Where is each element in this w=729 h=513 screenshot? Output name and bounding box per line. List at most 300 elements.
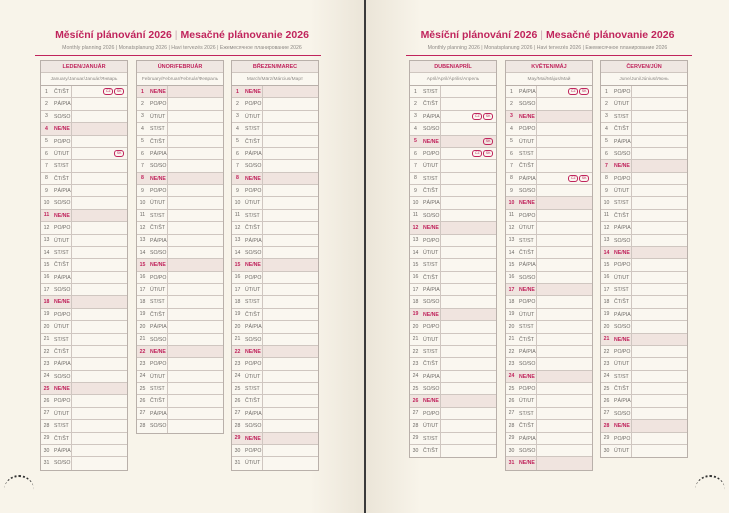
weekday: ÚT/UT [612, 98, 632, 109]
day-row[interactable] [41, 433, 127, 445]
day-number: 21 [508, 336, 515, 343]
day-row[interactable] [232, 296, 318, 308]
day-row[interactable] [232, 358, 318, 370]
day-number: 15 [412, 261, 419, 268]
day-row[interactable] [410, 222, 496, 234]
day-row[interactable] [506, 86, 592, 98]
day-row[interactable] [232, 247, 318, 259]
day-number: 10 [234, 200, 241, 207]
day-row[interactable] [232, 210, 318, 222]
day-row[interactable] [232, 420, 318, 432]
weekday: ÚT/UT [612, 272, 632, 283]
day-row[interactable] [506, 346, 592, 358]
day-row[interactable] [601, 358, 687, 370]
weekday: PO/PO [243, 445, 263, 456]
weekday: NE/NE [421, 222, 441, 233]
day-number: 25 [508, 385, 515, 392]
day-row[interactable] [410, 136, 496, 148]
month-translations: May/Mai/Május/Май [506, 73, 592, 86]
day-number: 13 [412, 237, 419, 244]
day-row[interactable] [410, 433, 496, 445]
weekday: ÚT/UT [52, 408, 72, 419]
day-number: 23 [43, 360, 50, 367]
weekday: ÚT/UT [421, 160, 441, 171]
day-row[interactable] [232, 433, 318, 445]
day-number: 5 [236, 138, 239, 145]
day-row[interactable] [506, 160, 592, 172]
holiday-badge-sk: SK [483, 150, 493, 157]
day-row[interactable] [232, 346, 318, 358]
day-row[interactable] [601, 173, 687, 185]
weekday: ČT/ŠT [243, 395, 263, 406]
day-row[interactable] [232, 235, 318, 247]
day-row[interactable] [41, 222, 127, 234]
day-row[interactable] [506, 185, 592, 197]
day-row[interactable] [41, 247, 127, 259]
title-sk: Mesačné plánovanie 2026 [180, 29, 309, 41]
day-row[interactable] [506, 98, 592, 110]
day-row[interactable] [601, 197, 687, 209]
day-row[interactable] [137, 371, 223, 383]
day-row[interactable] [410, 111, 496, 123]
day-row[interactable] [601, 371, 687, 383]
day-row[interactable] [410, 160, 496, 172]
weekday: ČT/ŠT [517, 420, 537, 431]
day-number: 6 [236, 150, 239, 157]
day-row[interactable] [137, 259, 223, 271]
weekday: ČT/ŠT [243, 309, 263, 320]
day-row[interactable] [601, 160, 687, 172]
day-row[interactable] [137, 247, 223, 259]
day-row[interactable] [41, 197, 127, 209]
day-row[interactable] [410, 123, 496, 135]
day-number: 26 [43, 398, 50, 405]
day-row[interactable] [410, 259, 496, 271]
day-number: 9 [510, 187, 513, 194]
weekday: ÚT/UT [421, 334, 441, 345]
day-number: 21 [139, 336, 146, 343]
day-row[interactable] [137, 197, 223, 209]
weekday: ÚT/UT [612, 445, 632, 457]
day-number: 23 [603, 360, 610, 367]
day-row[interactable] [506, 259, 592, 271]
day-number: 7 [45, 162, 48, 169]
day-row[interactable] [410, 371, 496, 383]
day-row[interactable] [137, 346, 223, 358]
title-divider: | [174, 29, 178, 41]
day-row[interactable] [232, 173, 318, 185]
weekday: NE/NE [421, 395, 441, 406]
day-row[interactable] [506, 383, 592, 395]
weekday: PÁ/PIA [148, 148, 168, 159]
weekday: ST/ST [517, 148, 537, 159]
day-row[interactable] [506, 222, 592, 234]
day-row[interactable] [601, 346, 687, 358]
day-row[interactable] [41, 383, 127, 395]
holiday-badge-cz: CZ [103, 88, 113, 95]
day-row[interactable] [232, 123, 318, 135]
day-row[interactable] [232, 259, 318, 271]
weekday: PÁ/PIA [243, 235, 263, 246]
day-number: 8 [605, 175, 608, 182]
weekday: NE/NE [243, 433, 263, 444]
day-row[interactable] [506, 272, 592, 284]
day-row[interactable] [41, 185, 127, 197]
day-row[interactable] [232, 111, 318, 123]
day-row[interactable] [506, 136, 592, 148]
weekday: SO/SO [421, 123, 441, 134]
day-row[interactable] [410, 334, 496, 346]
day-number: 3 [236, 113, 239, 120]
day-row[interactable] [410, 296, 496, 308]
day-number: 13 [234, 237, 241, 244]
day-row[interactable] [601, 247, 687, 259]
day-row[interactable] [41, 334, 127, 346]
weekday: SO/SO [517, 358, 537, 369]
day-number: 6 [45, 150, 48, 157]
day-row[interactable] [601, 98, 687, 110]
day-row[interactable] [232, 86, 318, 98]
month-name: ÚNOR/FEBRUÁR [137, 61, 223, 73]
month-column [600, 60, 688, 458]
day-row[interactable] [601, 296, 687, 308]
weekday: PO/PO [52, 309, 72, 320]
day-row[interactable] [137, 284, 223, 296]
day-number: 29 [508, 435, 515, 442]
day-number: 3 [414, 113, 417, 120]
day-row[interactable] [410, 358, 496, 370]
day-row[interactable] [41, 160, 127, 172]
day-row[interactable] [41, 136, 127, 148]
weekday: PO/PO [148, 272, 168, 283]
weekday: ČT/ŠT [52, 86, 72, 97]
day-row[interactable] [506, 334, 592, 346]
day-row[interactable] [410, 86, 496, 98]
weekday: PÁ/PIA [243, 408, 263, 419]
day-number: 15 [508, 261, 515, 268]
day-row[interactable] [41, 408, 127, 420]
day-row[interactable] [41, 173, 127, 185]
day-number: 5 [141, 138, 144, 145]
weekday: SO/SO [52, 197, 72, 208]
day-row[interactable] [601, 123, 687, 135]
day-row[interactable] [506, 210, 592, 222]
day-number: 29 [43, 435, 50, 442]
day-row[interactable] [41, 123, 127, 135]
day-row[interactable] [41, 395, 127, 407]
day-row[interactable] [601, 86, 687, 98]
day-row[interactable] [41, 445, 127, 457]
day-row[interactable] [232, 457, 318, 469]
day-row[interactable] [601, 420, 687, 432]
weekday: NE/NE [517, 111, 537, 122]
day-row[interactable] [137, 408, 223, 420]
day-row[interactable] [232, 160, 318, 172]
day-row[interactable] [506, 235, 592, 247]
day-row[interactable] [410, 445, 496, 457]
day-row[interactable] [410, 272, 496, 284]
day-row[interactable] [232, 334, 318, 346]
weekday: SO/SO [421, 296, 441, 307]
day-row[interactable] [232, 185, 318, 197]
weekday: PÁ/PIA [52, 272, 72, 283]
weekday: ÚT/UT [612, 358, 632, 369]
day-row[interactable] [506, 420, 592, 432]
day-row[interactable] [506, 173, 592, 185]
day-row[interactable] [137, 334, 223, 346]
day-row[interactable] [506, 321, 592, 333]
day-row[interactable] [137, 358, 223, 370]
day-number: 7 [236, 162, 239, 169]
day-row[interactable] [137, 222, 223, 234]
weekday: ČT/ŠT [517, 247, 537, 258]
day-row[interactable] [41, 321, 127, 333]
day-row[interactable] [506, 457, 592, 469]
day-row[interactable] [506, 197, 592, 209]
day-row[interactable] [137, 395, 223, 407]
day-row[interactable] [137, 136, 223, 148]
day-row[interactable] [137, 210, 223, 222]
day-row[interactable] [410, 148, 496, 160]
day-row[interactable] [410, 383, 496, 395]
weekday: ČT/ŠT [421, 98, 441, 109]
day-row[interactable] [410, 173, 496, 185]
day-number: 29 [603, 435, 610, 442]
day-row[interactable] [601, 136, 687, 148]
day-row[interactable] [232, 197, 318, 209]
weekday: PO/PO [52, 136, 72, 147]
day-row[interactable] [506, 123, 592, 135]
day-number: 31 [508, 460, 515, 467]
day-row[interactable] [506, 445, 592, 457]
day-row[interactable] [41, 346, 127, 358]
weekday: PO/PO [243, 98, 263, 109]
day-row[interactable] [506, 296, 592, 308]
day-row[interactable] [137, 321, 223, 333]
weekday: ČT/ŠT [52, 173, 72, 184]
day-row[interactable] [232, 408, 318, 420]
day-number: 5 [510, 138, 513, 145]
day-number: 25 [139, 385, 146, 392]
day-number: 9 [141, 187, 144, 194]
day-row[interactable] [601, 408, 687, 420]
holiday-badge-sk: SK [579, 175, 589, 182]
day-row[interactable] [601, 395, 687, 407]
day-row[interactable] [410, 420, 496, 432]
day-row[interactable] [137, 148, 223, 160]
day-row[interactable] [601, 309, 687, 321]
day-row[interactable] [601, 321, 687, 333]
note-area[interactable] [537, 175, 592, 182]
weekday: SO/SO [148, 420, 168, 432]
day-row[interactable] [601, 185, 687, 197]
day-row[interactable] [137, 123, 223, 135]
day-row[interactable] [410, 235, 496, 247]
day-row[interactable] [506, 408, 592, 420]
day-row[interactable] [410, 408, 496, 420]
day-row[interactable] [41, 148, 127, 160]
month-translations: April/April/Április/Апрель [410, 73, 496, 86]
note-area[interactable] [441, 150, 496, 157]
day-row[interactable] [410, 98, 496, 110]
day-row[interactable] [506, 309, 592, 321]
note-area[interactable] [72, 150, 127, 157]
day-number: 12 [508, 224, 515, 231]
day-number: 30 [43, 447, 50, 454]
day-number: 27 [603, 410, 610, 417]
day-row[interactable] [410, 210, 496, 222]
day-row[interactable] [601, 235, 687, 247]
day-row[interactable] [137, 98, 223, 110]
day-row[interactable] [137, 272, 223, 284]
weekday: ÚT/UT [52, 235, 72, 246]
day-row[interactable] [41, 284, 127, 296]
day-row[interactable] [232, 148, 318, 160]
weekday: ST/ST [612, 371, 632, 382]
day-row[interactable] [410, 346, 496, 358]
day-row[interactable] [601, 111, 687, 123]
day-row[interactable] [506, 284, 592, 296]
day-row[interactable] [601, 148, 687, 160]
holiday-badge-cz: CZ [472, 150, 482, 157]
day-row[interactable] [41, 296, 127, 308]
day-number: 17 [43, 286, 50, 293]
weekday: ST/ST [243, 123, 263, 134]
day-row[interactable] [137, 160, 223, 172]
day-row[interactable] [137, 173, 223, 185]
day-number: 20 [508, 323, 515, 330]
day-row[interactable] [41, 371, 127, 383]
weekday: NE/NE [517, 457, 537, 469]
day-row[interactable] [601, 259, 687, 271]
day-row[interactable] [41, 235, 127, 247]
day-row[interactable] [137, 111, 223, 123]
day-number: 5 [605, 138, 608, 145]
day-row[interactable] [41, 309, 127, 321]
day-row[interactable] [506, 111, 592, 123]
day-number: 30 [412, 448, 419, 455]
day-row[interactable] [232, 445, 318, 457]
day-number: 18 [234, 299, 241, 306]
day-row[interactable] [410, 321, 496, 333]
note-area[interactable] [441, 138, 496, 145]
weekday: NE/NE [243, 173, 263, 184]
day-number: 21 [234, 336, 241, 343]
day-row[interactable] [601, 222, 687, 234]
day-number: 30 [234, 447, 241, 454]
day-row[interactable] [506, 247, 592, 259]
month-name: DUBEN/APRÍL [410, 61, 496, 73]
weekday: SO/SO [421, 210, 441, 221]
day-row[interactable] [41, 358, 127, 370]
note-area[interactable] [72, 88, 127, 95]
day-row[interactable] [506, 371, 592, 383]
day-number: 30 [508, 447, 515, 454]
day-number: 24 [43, 373, 50, 380]
day-row[interactable] [410, 284, 496, 296]
day-row[interactable] [232, 272, 318, 284]
weekday: ÚT/UT [612, 185, 632, 196]
day-row[interactable] [232, 321, 318, 333]
weekday: ST/ST [612, 284, 632, 295]
weekday: ÚT/UT [148, 284, 168, 295]
day-row[interactable] [506, 433, 592, 445]
day-row[interactable] [506, 148, 592, 160]
day-row[interactable] [41, 259, 127, 271]
weekday: PO/PO [612, 433, 632, 444]
day-number: 27 [234, 410, 241, 417]
day-row[interactable] [137, 235, 223, 247]
day-row[interactable] [232, 98, 318, 110]
day-row[interactable] [232, 309, 318, 321]
day-number: 9 [414, 187, 417, 194]
day-number: 26 [508, 398, 515, 405]
day-row[interactable] [410, 395, 496, 407]
day-row[interactable] [601, 284, 687, 296]
day-row[interactable] [137, 86, 223, 98]
day-row[interactable] [601, 272, 687, 284]
day-row[interactable] [601, 210, 687, 222]
day-row[interactable] [137, 420, 223, 432]
day-number: 11 [139, 212, 146, 219]
day-row[interactable] [232, 222, 318, 234]
day-row[interactable] [232, 136, 318, 148]
note-area[interactable] [441, 113, 496, 120]
day-row[interactable] [506, 358, 592, 370]
day-row[interactable] [41, 457, 127, 469]
day-row[interactable] [232, 371, 318, 383]
day-row[interactable] [410, 197, 496, 209]
day-row[interactable] [410, 247, 496, 259]
day-row[interactable] [41, 98, 127, 110]
day-number: 5 [45, 138, 48, 145]
day-row[interactable] [410, 309, 496, 321]
day-row[interactable] [601, 433, 687, 445]
day-row[interactable] [601, 445, 687, 457]
weekday: PO/PO [517, 210, 537, 221]
day-row[interactable] [232, 383, 318, 395]
day-row[interactable] [41, 111, 127, 123]
day-number: 1 [45, 88, 48, 95]
note-area[interactable] [537, 88, 592, 95]
day-number: 20 [412, 323, 419, 330]
day-row[interactable] [232, 284, 318, 296]
weekday: PO/PO [517, 296, 537, 307]
weekday: PO/PO [421, 235, 441, 246]
day-number: 16 [139, 274, 146, 281]
day-row[interactable] [41, 420, 127, 432]
day-row[interactable] [506, 395, 592, 407]
day-number: 7 [414, 162, 417, 169]
holiday-badge-cz: CZ [472, 113, 482, 120]
day-row[interactable] [601, 383, 687, 395]
day-row[interactable] [137, 185, 223, 197]
day-row[interactable] [232, 395, 318, 407]
day-row[interactable] [410, 185, 496, 197]
day-number: 29 [412, 435, 419, 442]
day-number: 27 [412, 410, 419, 417]
holiday-badge-cz: CZ [568, 175, 578, 182]
day-number: 5 [414, 138, 417, 145]
day-row[interactable] [41, 86, 127, 98]
day-row[interactable] [137, 309, 223, 321]
day-row[interactable] [137, 383, 223, 395]
day-row[interactable] [601, 334, 687, 346]
day-row[interactable] [137, 296, 223, 308]
day-row[interactable] [41, 210, 127, 222]
day-row[interactable] [41, 272, 127, 284]
weekday: PÁ/PIA [148, 408, 168, 419]
